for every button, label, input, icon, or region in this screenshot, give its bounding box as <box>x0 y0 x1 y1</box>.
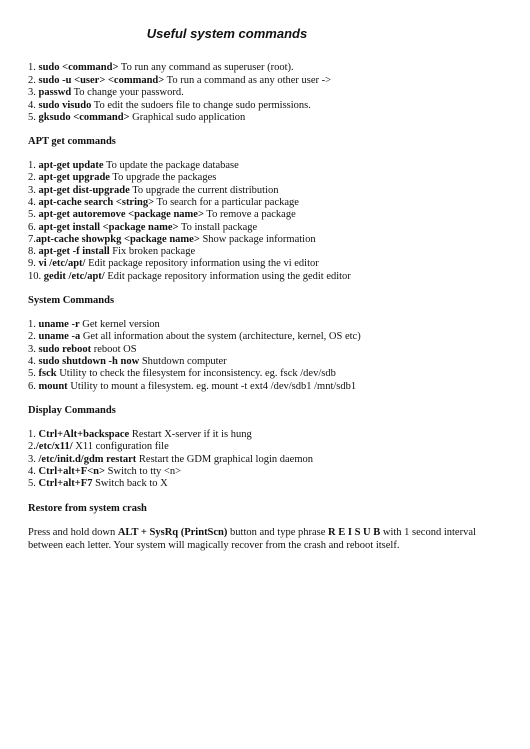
list-item: 6. mount Utility to mount a filesystem. eg. mount -t ext4 /dev/sdb1 /mnt/sdb1 <box>28 380 357 392</box>
list-item: 5. gksudo <command> Graphical sudo application <box>28 112 246 123</box>
list-item: 3. /etc/init.d/gdm restart Restart the GDM graphical login daemon <box>28 453 314 465</box>
list-item: 1. sudo <command> To run any command as superuser (root). <box>28 62 294 73</box>
section-heading-restore: Restore from system crash <box>28 503 147 514</box>
list-item: 5. Ctrl+alt+F7 Switch back to X <box>28 478 168 490</box>
list-item: 4. sudo visudo To edit the sudoers file to change sudo permissions. <box>28 99 311 111</box>
list-item: 3. passwd To change your password. <box>28 87 184 98</box>
list-item: 1. Ctrl+Alt+backspace Restart X-server if it is hung <box>28 429 252 440</box>
list-item: 3. apt-get dist-upgrade To upgrade the current distribution <box>28 184 279 196</box>
list-item: 4. apt-cache search <string> To search for a particular package <box>28 196 299 208</box>
section-heading-apt: APT get commands <box>28 136 116 147</box>
list-item: 10. gedit /etc/apt/ Edit package repository information using the gedit editor <box>28 270 351 282</box>
list-item: 2./etc/x11/ X11 configuration file <box>28 441 169 453</box>
list-item: 2. apt-get upgrade To upgrade the packages <box>28 172 217 184</box>
page-title: Useful system commands <box>146 26 308 41</box>
list-item: 4. Ctrl+alt+F<n> Switch to tty <n> <box>28 465 182 477</box>
list-item: 2. uname -a Get all information about the system (architecture, kernel, OS etc) <box>28 331 361 343</box>
list-item: 5. fsck Utility to check the filesystem for inconsistency. eg. fsck /dev/sdb <box>28 368 336 380</box>
section-heading-system: System Commands <box>28 295 115 306</box>
list-item: 5. apt-get autoremove <package name> To remove a package <box>28 209 296 221</box>
list-item: 1. uname -r Get kernel version <box>28 319 160 330</box>
list-item: 6. apt-get install <package name> To install package <box>28 221 258 233</box>
list-item: 1. apt-get update To update the package database <box>28 160 239 171</box>
list-item: 9. vi /etc/apt/ Edit package repository information using the vi editor <box>28 258 319 270</box>
list-item: 4. sudo shutdown -h now Shutdown computer <box>28 355 227 367</box>
list-item: 2. sudo -u <user> <command> To run a command as any other user -> <box>28 74 332 86</box>
list-item: 8. apt-get -f install Fix broken package <box>28 246 196 258</box>
restore-paragraph: Press and hold down ALT + SysRq (PrintScn) button and type phrase R E I S U B with 1 second interval between each letter. Your system will magically recover from the crash and reboot itself. <box>28 527 476 551</box>
list-item: 3. sudo reboot reboot OS <box>28 343 137 355</box>
list-item: 7.apt-cache showpkg <package name> Show package information <box>28 233 316 245</box>
section-heading-display: Display Commands <box>28 405 116 416</box>
